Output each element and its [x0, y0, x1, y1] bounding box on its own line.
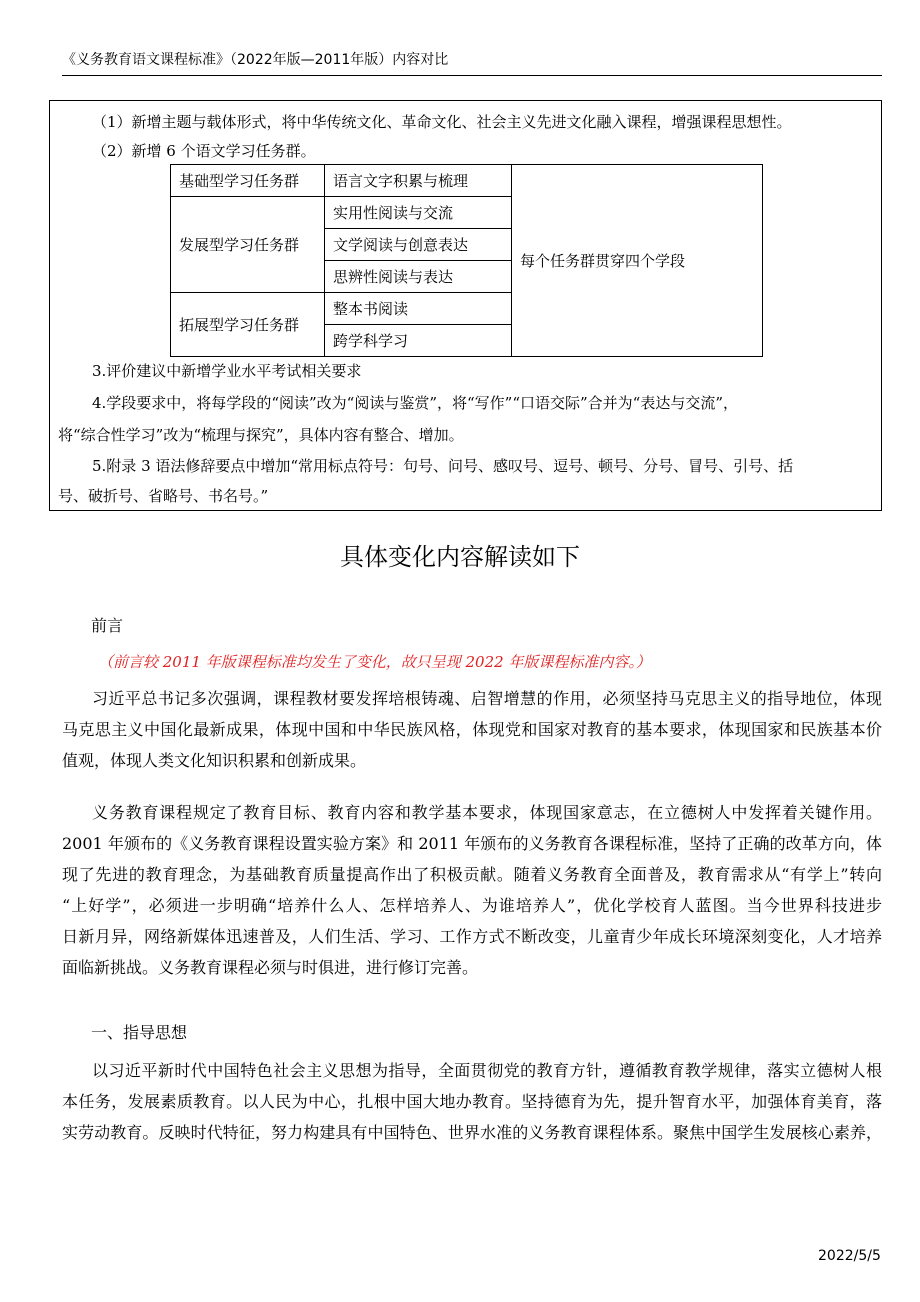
task-group-develop: 发展型学习任务群: [171, 197, 325, 293]
section-1-title: 一、指导思想: [91, 1023, 188, 1042]
paragraph-line: 习近平总书记多次强调，课程教材要发挥培根铸魂、启智增慧的作用，必须坚持马克思主义的指导地位，体现: [92, 689, 882, 708]
page-date: 2022/5/5: [818, 1248, 881, 1264]
task-group-expand: 拓展型学习任务群: [171, 293, 325, 357]
paragraph-3: [62, 1055, 882, 1148]
section-heading: 具体变化内容解读如下: [340, 543, 580, 571]
task-group-item: 跨学科学习: [325, 325, 512, 357]
paragraph-line: 实劳动教育。反映时代特征，努力构建具有中国特色、世界水准的义务教育课程体系。聚焦中国学生发展核心素养，: [62, 1123, 882, 1142]
paragraph-line: 本任务，发展素质教育。以人民为中心，扎根中国大地办教育。坚持德育为先，提升智育水平，加强体育美育，落: [62, 1092, 882, 1111]
preface-title: 前言: [91, 616, 124, 635]
paragraph-line: “上好学”，必须进一步明确“培养什么人、怎样培养人、为谁培养人”，优化学校育人蓝图。当今世界科技进步: [62, 896, 882, 915]
paragraph-line: 以习近平新时代中国特色社会主义思想为指导，全面贯彻党的教育方针，遵循教育教学规律，落实立德树人根: [92, 1061, 882, 1080]
task-group-item: 实用性阅读与交流: [325, 197, 512, 229]
summary-box: [49, 100, 882, 511]
paragraph-line: 日新月异，网络新媒体迅速普及，人们生活、学习、工作方式不断改变，儿童青少年成长环境深刻变化，人才培养: [62, 927, 882, 946]
document-title: 《义务教育语文课程标准》（2022年版—2011年版）内容对比: [62, 52, 449, 68]
task-group-item: 思辨性阅读与表达: [325, 261, 512, 293]
paragraph-line: 马克思主义中国化最新成果，体现中国和中华民族风格，体现党和国家对教育的基本要求，体现国家和民族基本价: [62, 720, 882, 739]
task-group-item: 文学阅读与创意表达: [325, 229, 512, 261]
paragraph-line: 2001 年颁布的《义务教育课程设置实验方案》和 2011 年颁布的义务教育各课程标准，坚持了正确的改革方向，体: [62, 834, 882, 853]
task-group-item: 语言文字积累与梳理: [325, 165, 512, 197]
task-group-basic: 基础型学习任务群: [171, 165, 325, 197]
summary-item-5-line: 号、破折号、省略号、书名号。”: [58, 487, 269, 505]
paragraph-line: 义务教育课程规定了教育目标、教育内容和教学基本要求，体现国家意志，在立德树人中发挥着关键作用。: [92, 803, 882, 822]
summary-item-2: （2）新增 6 个语文学习任务群。: [92, 142, 316, 160]
summary-item-5-line: 5.附录 3 语法修辞要点中增加“常用标点符号：句号、问号、感叹号、逗号、顿号、分号、冒号、引号、括: [92, 457, 794, 475]
summary-item-4-line: 4.学段要求中，将每学段的“阅读”改为“阅读与鉴赏”，将“写作”“口语交际”合并为“表达与交流”，: [92, 394, 739, 412]
paragraph-line: 现了先进的教育理念，为基础教育质量提高作出了积极贡献。随着义务教育全面普及，教育需求从“有学上”转向: [62, 865, 882, 884]
paragraph-line: 值观，体现人类文化知识积累和创新成果。: [62, 751, 367, 770]
summary-item-4-line: 将“综合性学习”改为“梳理与探究”，具体内容有整合、增加。: [58, 426, 464, 444]
summary-item-3: 3.评价建议中新增学业水平考试相关要求: [92, 362, 362, 380]
task-group-table: [170, 164, 763, 357]
task-group-note: 每个任务群贯穿四个学段: [512, 165, 763, 357]
paragraph-line: 面临新挑战。义务教育课程必须与时俱进，进行修订完善。: [62, 958, 479, 977]
preface-note: （前言较 2011 年版课程标准均发生了变化，故只呈现 2022 年版课程标准内容。）: [98, 653, 651, 671]
paragraph-2: [62, 797, 882, 983]
summary-item-1: （1）新增主题与载体形式，将中华传统文化、革命文化、社会主义先进文化融入课程，增强课程思想性。: [92, 113, 792, 131]
paragraph-1: [62, 683, 882, 776]
task-group-item: 整本书阅读: [325, 293, 512, 325]
page-header: [62, 50, 882, 76]
